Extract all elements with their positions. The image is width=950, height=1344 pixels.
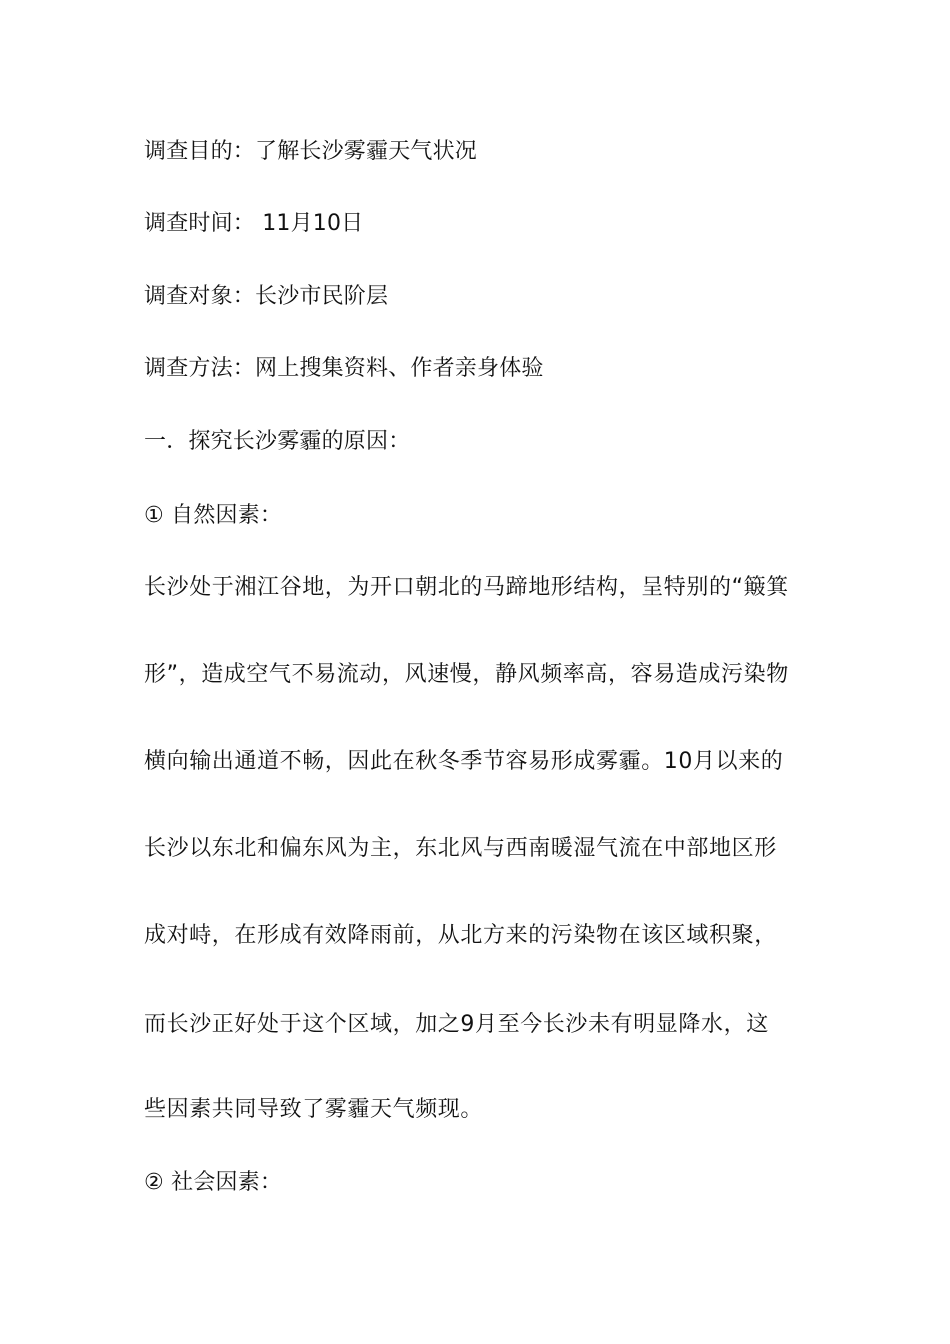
paragraph-line: 些因素共同导致了雾霾天气频现。 xyxy=(144,1097,484,1122)
survey-purpose: 调查目的：了解长沙雾霾天气状况 xyxy=(144,139,478,164)
sub-heading-natural-factors: ① 自然因素： xyxy=(144,503,283,528)
paragraph-line: 长沙以东北和偏东风为主，东北风与西南暖湿气流在中部地区形 xyxy=(144,836,777,861)
survey-subject: 调查对象：长沙市民阶层 xyxy=(144,284,389,309)
survey-method: 调查方法：网上搜集资料、作者亲身体验 xyxy=(144,356,544,381)
paragraph-line: 横向输出通道不畅，因此在秋冬季节容易形成雾霾。10月以来的 xyxy=(144,749,784,774)
paragraph-line: 成对峙，在形成有效降雨前，从北方来的污染物在该区域积聚， xyxy=(144,923,777,948)
survey-time: 调查时间： 11月10日 xyxy=(144,211,364,236)
paragraph-line: 形”，造成空气不易流动，风速慢，静风频率高，容易造成污染物 xyxy=(144,662,789,687)
paragraph-line: 而长沙正好处于这个区域，加之9月至今长沙未有明显降水，这 xyxy=(144,1012,769,1037)
sub-heading-social-factors: ② 社会因素： xyxy=(144,1170,283,1195)
paragraph-line: 长沙处于湘江谷地，为开口朝北的马蹄地形结构，呈特别的“簸箕 xyxy=(144,575,789,600)
section-heading: 一．探究长沙雾霾的原因： xyxy=(144,429,411,454)
